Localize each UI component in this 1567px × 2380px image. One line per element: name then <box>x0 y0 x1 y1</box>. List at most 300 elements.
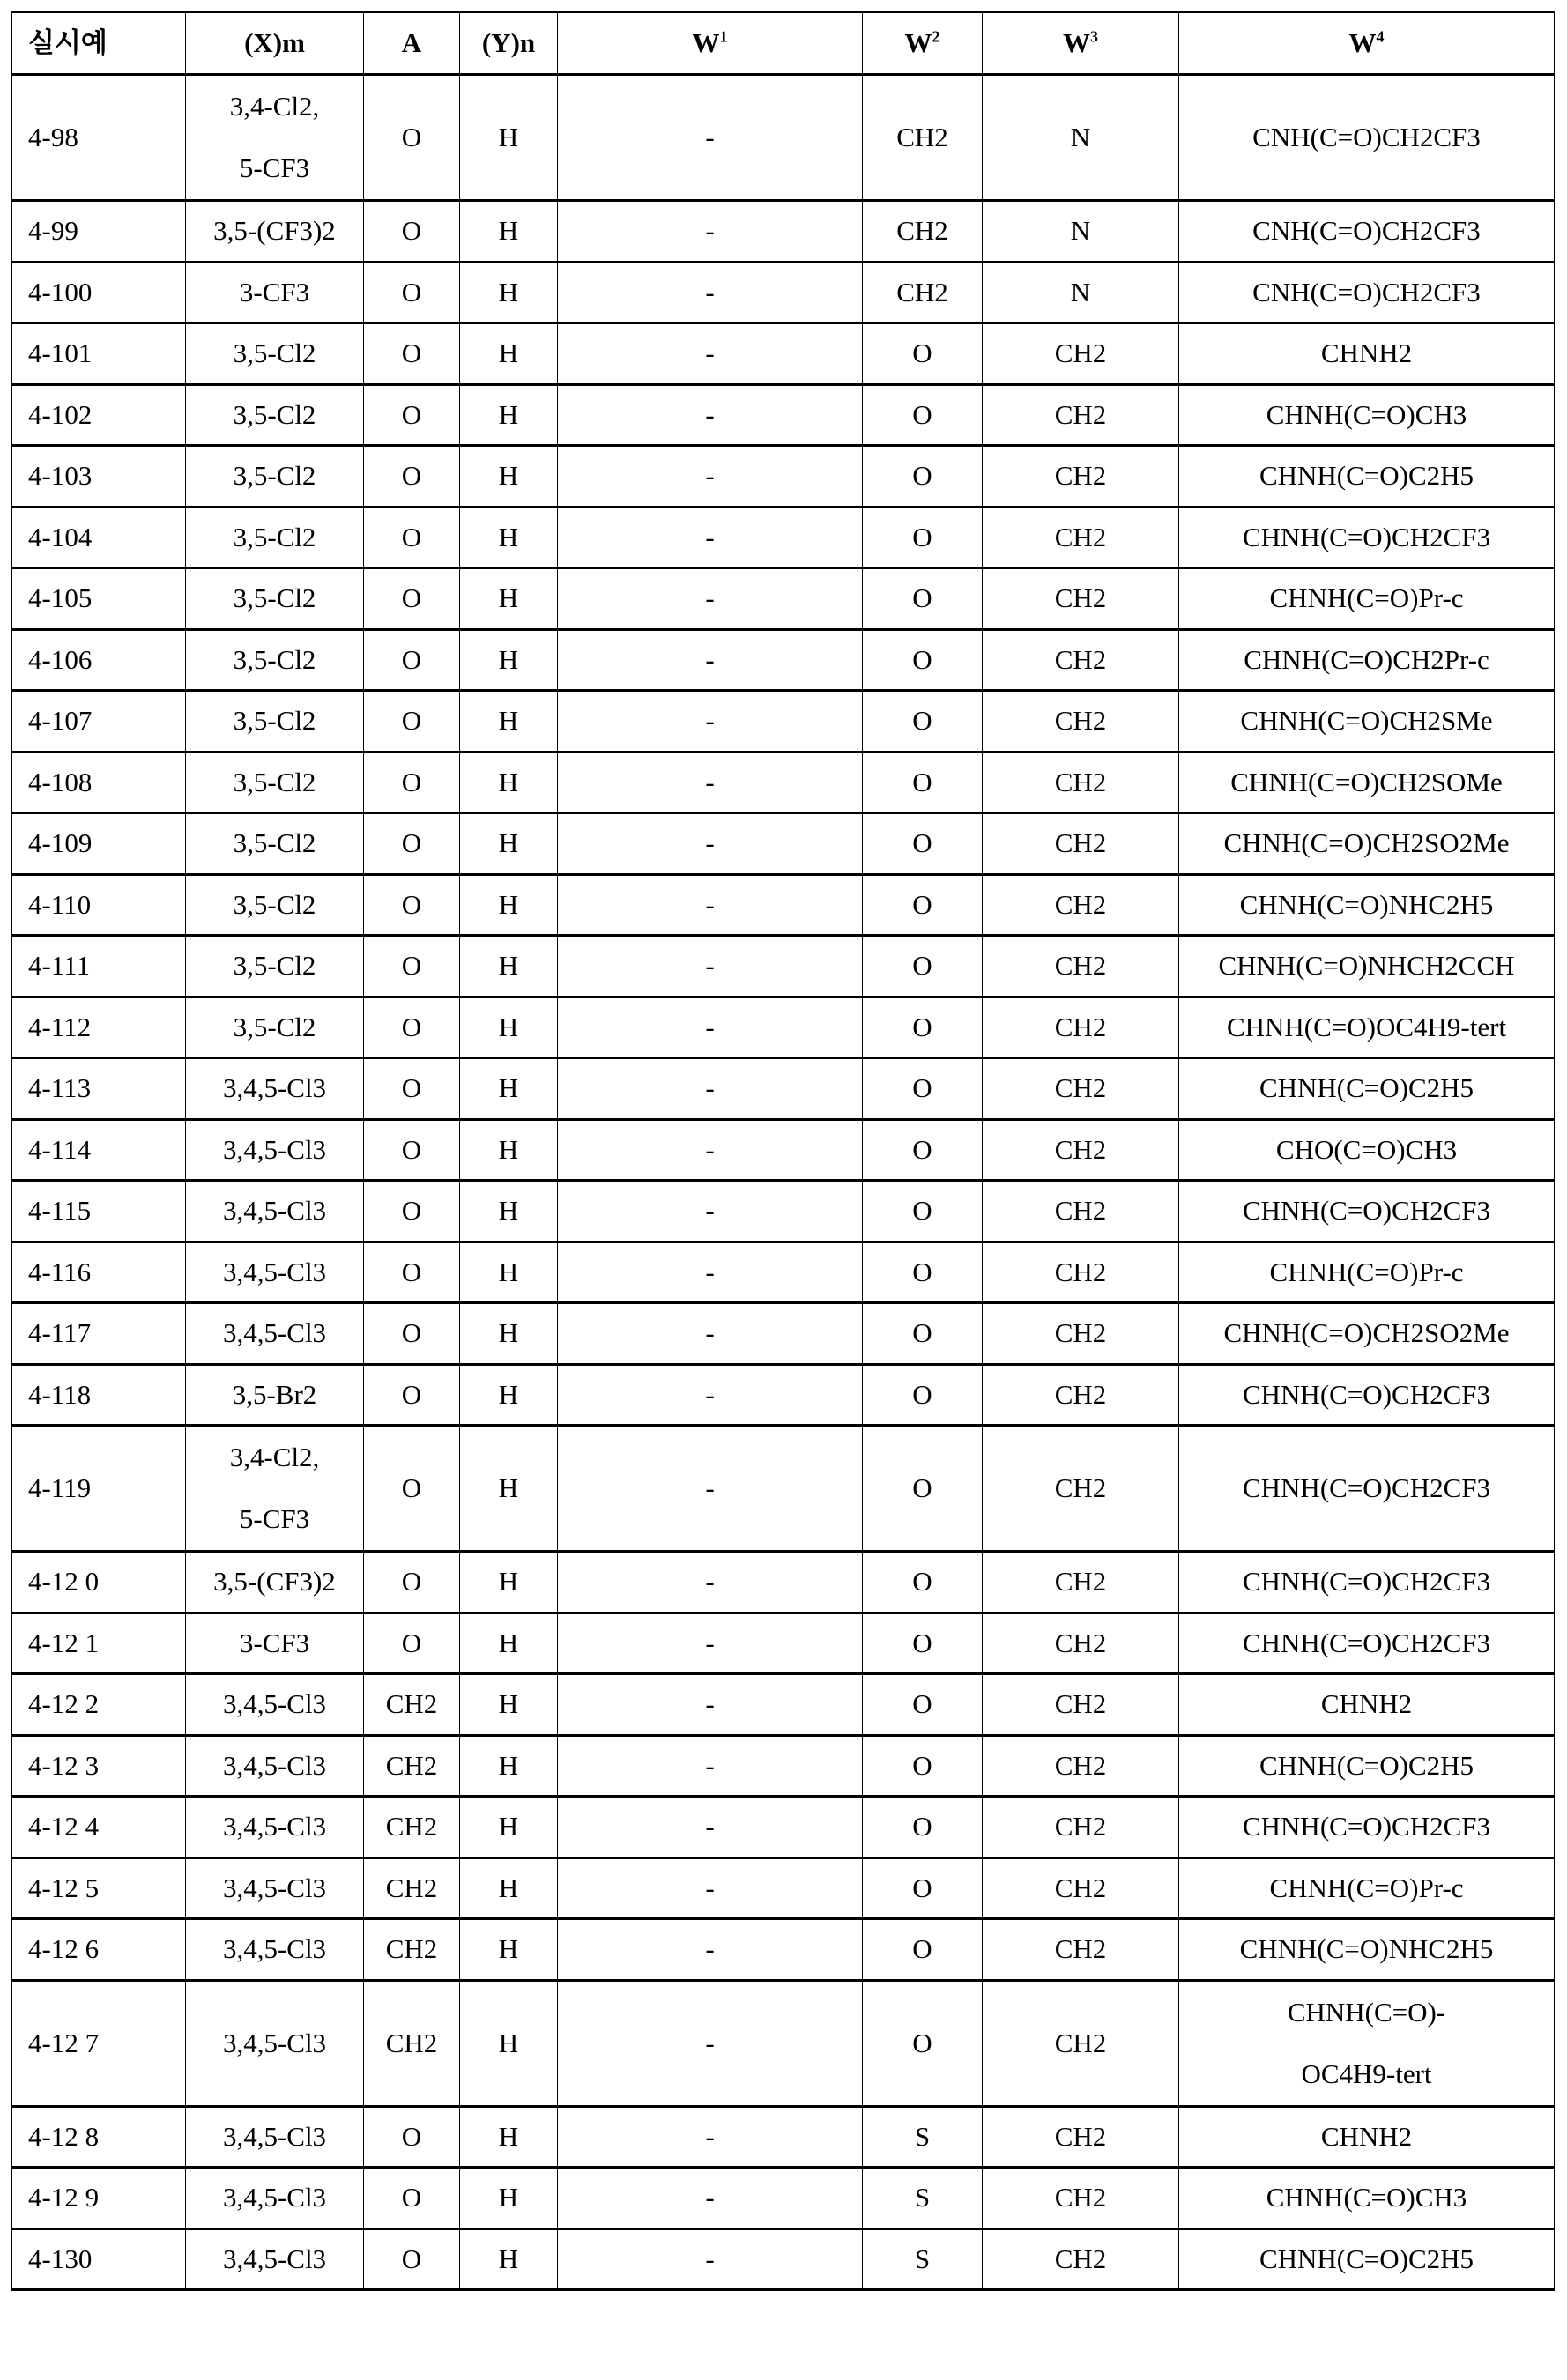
cell-id: 4-109 <box>12 813 186 875</box>
table-row <box>12 936 1555 997</box>
cell-w3: CH2 <box>983 691 1179 753</box>
cell-w4-line: CNH(C=O)CH2CF3 <box>1183 277 1550 308</box>
cell-xm-line: 3,4,5-Cl3 <box>189 1811 360 1842</box>
cell-xm-line: 3,5-Cl2 <box>189 399 360 431</box>
cell-id: 4-12 7 <box>12 1980 186 2106</box>
table-row <box>12 691 1555 753</box>
cell-a: O <box>364 936 460 997</box>
cell-yn: H <box>460 1980 558 2106</box>
cell-w1: - <box>558 1857 863 1919</box>
cell-a: O <box>364 2168 460 2229</box>
cell-id: 4-105 <box>12 568 186 630</box>
cell-a: CH2 <box>364 1735 460 1797</box>
cell-a: O <box>364 1242 460 1303</box>
cell-w4-line: CHNH(C=O)CH2CF3 <box>1183 1627 1550 1659</box>
cell-xm-line: 3,4,5-Cl3 <box>189 1195 360 1227</box>
header-w2 <box>863 12 983 75</box>
header-w1-label: W <box>693 27 720 58</box>
cell-w4 <box>1179 1674 1555 1736</box>
cell-yn: H <box>460 507 558 568</box>
cell-w3: CH2 <box>983 1552 1179 1613</box>
cell-w1: - <box>558 75 863 201</box>
cell-xm-line: 3,5-(CF3)2 <box>189 215 360 247</box>
cell-w2: O <box>863 507 983 568</box>
cell-yn: H <box>460 568 558 630</box>
cell-id: 4-12 9 <box>12 2168 186 2229</box>
cell-a: O <box>364 446 460 508</box>
cell-xm-line: 3,4,5-Cl3 <box>189 1134 360 1166</box>
cell-id: 4-12 4 <box>12 1797 186 1858</box>
cell-w4-line: OC4H9-tert <box>1183 2043 1550 2105</box>
cell-a: O <box>364 1426 460 1552</box>
cell-xm-line: 3,5-(CF3)2 <box>189 1566 360 1598</box>
cell-yn: H <box>460 384 558 446</box>
table-row <box>12 1552 1555 1613</box>
cell-w2: S <box>863 2228 983 2290</box>
cell-w3: CH2 <box>983 813 1179 875</box>
table-row <box>12 1735 1555 1797</box>
cell-a: CH2 <box>364 1674 460 1736</box>
cell-w2: O <box>863 1364 983 1426</box>
table-row <box>12 752 1555 813</box>
cell-xm <box>186 1119 364 1181</box>
cell-w4 <box>1179 2168 1555 2229</box>
cell-w3: CH2 <box>983 1119 1179 1181</box>
cell-a: O <box>364 997 460 1058</box>
cell-w4 <box>1179 201 1555 263</box>
cell-w2: O <box>863 936 983 997</box>
cell-a: O <box>364 752 460 813</box>
cell-a: CH2 <box>364 1797 460 1858</box>
cell-w4-line: CHNH(C=O)OC4H9-tert <box>1183 1012 1550 1043</box>
cell-w2: O <box>863 1242 983 1303</box>
header-w3-sup: 3 <box>1090 28 1098 46</box>
cell-id: 4-12 5 <box>12 1857 186 1919</box>
table-row <box>12 507 1555 568</box>
cell-a: O <box>364 201 460 263</box>
cell-a: O <box>364 629 460 691</box>
cell-id: 4-102 <box>12 384 186 446</box>
cell-w1: - <box>558 1797 863 1858</box>
cell-w1: - <box>558 1058 863 1120</box>
cell-xm <box>186 691 364 753</box>
cell-w4 <box>1179 813 1555 875</box>
cell-w3: CH2 <box>983 568 1179 630</box>
cell-w4 <box>1179 1303 1555 1365</box>
cell-w4-line: CHNH(C=O)C2H5 <box>1183 1750 1550 1782</box>
cell-w3: CH2 <box>983 1797 1179 1858</box>
cell-w4-line: CHO(C=O)CH3 <box>1183 1134 1550 1166</box>
cell-w4 <box>1179 1426 1555 1552</box>
cell-xm-line: 3,5-Br2 <box>189 1379 360 1411</box>
cell-yn: H <box>460 446 558 508</box>
header-a: A <box>364 12 460 75</box>
cell-w2: S <box>863 2106 983 2168</box>
header-w3-label: W <box>1063 27 1090 58</box>
cell-xm <box>186 1674 364 1736</box>
cell-w1: - <box>558 691 863 753</box>
cell-w3: CH2 <box>983 1242 1179 1303</box>
cell-w3: CH2 <box>983 1674 1179 1736</box>
table-row <box>12 1181 1555 1242</box>
cell-xm-line: 3,5-Cl2 <box>189 827 360 859</box>
cell-a: O <box>364 1303 460 1365</box>
cell-xm <box>186 997 364 1058</box>
cell-xm-line: 5-CF3 <box>189 1488 360 1550</box>
cell-w4 <box>1179 568 1555 630</box>
cell-w4-line: CHNH2 <box>1183 2121 1550 2153</box>
cell-w1: - <box>558 1119 863 1181</box>
cell-id: 4-107 <box>12 691 186 753</box>
cell-xm-line: 3,5-Cl2 <box>189 705 360 737</box>
table-row <box>12 2228 1555 2290</box>
cell-w4-line: CNH(C=O)CH2CF3 <box>1183 215 1550 247</box>
cell-xm-line: 3,4,5-Cl3 <box>189 1257 360 1288</box>
cell-w4 <box>1179 629 1555 691</box>
cell-xm <box>186 2168 364 2229</box>
cell-a: O <box>364 1552 460 1613</box>
cell-id: 4-111 <box>12 936 186 997</box>
cell-w1: - <box>558 2228 863 2290</box>
cell-yn: H <box>460 997 558 1058</box>
table-row <box>12 629 1555 691</box>
cell-id: 4-99 <box>12 201 186 263</box>
cell-w4-line: CHNH(C=O)CH2Pr-c <box>1183 644 1550 676</box>
cell-id: 4-117 <box>12 1303 186 1365</box>
header-w2-sup: 2 <box>932 28 940 46</box>
cell-id: 4-98 <box>12 75 186 201</box>
cell-w4 <box>1179 874 1555 936</box>
cell-yn: H <box>460 1857 558 1919</box>
cell-a: O <box>364 813 460 875</box>
cell-w3: CH2 <box>983 1613 1179 1674</box>
cell-xm <box>186 1242 364 1303</box>
cell-w4-line: CHNH(C=O)CH2SOMe <box>1183 767 1550 798</box>
cell-w2: O <box>863 1552 983 1613</box>
cell-a: O <box>364 1058 460 1120</box>
table-row <box>12 1797 1555 1858</box>
cell-w1: - <box>558 997 863 1058</box>
cell-xm <box>186 1919 364 1981</box>
header-w3 <box>983 12 1179 75</box>
cell-w4-line: CHNH(C=O)CH2SMe <box>1183 705 1550 737</box>
cell-yn: H <box>460 2106 558 2168</box>
cell-w4 <box>1179 1613 1555 1674</box>
cell-w2: O <box>863 752 983 813</box>
cell-xm-line: 3,5-Cl2 <box>189 337 360 369</box>
cell-w4-line: CHNH(C=O)CH2SO2Me <box>1183 827 1550 859</box>
cell-w4 <box>1179 1552 1555 1613</box>
cell-xm-line: 3,4-Cl2, <box>189 1427 360 1488</box>
cell-w4-line: CHNH(C=O)NHCH2CCH <box>1183 950 1550 982</box>
cell-w4 <box>1179 936 1555 997</box>
cell-yn: H <box>460 874 558 936</box>
cell-id: 4-115 <box>12 1181 186 1242</box>
cell-xm <box>186 384 364 446</box>
cell-id: 4-12 6 <box>12 1919 186 1981</box>
cell-yn: H <box>460 75 558 201</box>
table-row <box>12 201 1555 263</box>
cell-xm <box>186 507 364 568</box>
cell-w2: O <box>863 446 983 508</box>
cell-w3: CH2 <box>983 1919 1179 1981</box>
header-w2-label: W <box>905 27 932 58</box>
cell-yn: H <box>460 1303 558 1365</box>
header-w4-label: W <box>1349 27 1377 58</box>
cell-w3: CH2 <box>983 1735 1179 1797</box>
cell-a: O <box>364 874 460 936</box>
cell-id: 4-114 <box>12 1119 186 1181</box>
cell-xm-line: 3-CF3 <box>189 277 360 308</box>
cell-w3: CH2 <box>983 384 1179 446</box>
cell-a: O <box>364 1364 460 1426</box>
cell-w1: - <box>558 1919 863 1981</box>
cell-yn: H <box>460 752 558 813</box>
cell-w3: N <box>983 201 1179 263</box>
cell-xm <box>186 813 364 875</box>
cell-w3: CH2 <box>983 2228 1179 2290</box>
cell-a: O <box>364 1119 460 1181</box>
cell-w4 <box>1179 2228 1555 2290</box>
cell-w3: CH2 <box>983 1364 1179 1426</box>
cell-id: 4-110 <box>12 874 186 936</box>
cell-xm <box>186 568 364 630</box>
cell-w4-line: CHNH(C=O)Pr-c <box>1183 1257 1550 1288</box>
cell-xm <box>186 201 364 263</box>
cell-w2: O <box>863 1119 983 1181</box>
cell-w2: O <box>863 813 983 875</box>
cell-w2: O <box>863 323 983 385</box>
cell-w2: O <box>863 1674 983 1736</box>
cell-xm <box>186 1058 364 1120</box>
cell-xm <box>186 1857 364 1919</box>
cell-w2: O <box>863 1857 983 1919</box>
cell-yn: H <box>460 1364 558 1426</box>
cell-w1: - <box>558 507 863 568</box>
cell-a: O <box>364 2106 460 2168</box>
cell-w4-line: CHNH(C=O)Pr-c <box>1183 1872 1550 1904</box>
cell-xm <box>186 446 364 508</box>
cell-id: 4-112 <box>12 997 186 1058</box>
cell-w4-line: CHNH(C=O)CH2CF3 <box>1183 1472 1550 1504</box>
cell-w4 <box>1179 446 1555 508</box>
cell-xm <box>186 2106 364 2168</box>
cell-xm-line: 3,4,5-Cl3 <box>189 1688 360 1720</box>
cell-yn: H <box>460 936 558 997</box>
header-w4-sup: 4 <box>1377 28 1385 46</box>
cell-w4 <box>1179 1242 1555 1303</box>
table-row <box>12 1242 1555 1303</box>
cell-w1: - <box>558 1552 863 1613</box>
cell-xm-line: 3,5-Cl2 <box>189 767 360 798</box>
cell-xm <box>186 1797 364 1858</box>
cell-w1: - <box>558 384 863 446</box>
cell-w4-line: CHNH(C=O)CH3 <box>1183 399 1550 431</box>
cell-w3: CH2 <box>983 1058 1179 1120</box>
cell-xm <box>186 936 364 997</box>
cell-xm-line: 3,4,5-Cl3 <box>189 1872 360 1904</box>
cell-w2: O <box>863 629 983 691</box>
cell-a: O <box>364 568 460 630</box>
cell-w4-line: CHNH(C=O)CH2CF3 <box>1183 1195 1550 1227</box>
cell-w3: N <box>983 75 1179 201</box>
table-row <box>12 1980 1555 2106</box>
cell-w2: O <box>863 1919 983 1981</box>
cell-w3: CH2 <box>983 507 1179 568</box>
cell-w4 <box>1179 1058 1555 1120</box>
table-row <box>12 1857 1555 1919</box>
cell-w3: CH2 <box>983 2168 1179 2229</box>
cell-w2: O <box>863 1426 983 1552</box>
cell-w1: - <box>558 1735 863 1797</box>
cell-w3: CH2 <box>983 1857 1179 1919</box>
compound-table <box>11 11 1555 2291</box>
cell-xm-line: 3,5-Cl2 <box>189 1012 360 1043</box>
cell-xm-line: 3,5-Cl2 <box>189 950 360 982</box>
cell-yn: H <box>460 1797 558 1858</box>
table-row <box>12 1303 1555 1365</box>
cell-w1: - <box>558 446 863 508</box>
cell-yn: H <box>460 813 558 875</box>
cell-w1: - <box>558 874 863 936</box>
cell-w3: N <box>983 262 1179 323</box>
header-w4 <box>1179 12 1555 75</box>
cell-yn: H <box>460 1919 558 1981</box>
cell-xm <box>186 75 364 201</box>
table-row <box>12 2168 1555 2229</box>
table-row <box>12 323 1555 385</box>
cell-yn: H <box>460 1119 558 1181</box>
cell-w1: - <box>558 1980 863 2106</box>
cell-xm-line: 3,5-Cl2 <box>189 522 360 553</box>
cell-xm-line: 3,4,5-Cl3 <box>189 2028 360 2059</box>
cell-yn: H <box>460 1242 558 1303</box>
cell-a: O <box>364 1181 460 1242</box>
cell-yn: H <box>460 1613 558 1674</box>
cell-yn: H <box>460 323 558 385</box>
cell-yn: H <box>460 1058 558 1120</box>
cell-xm-line: 3,4,5-Cl3 <box>189 1933 360 1965</box>
cell-w4-line: CNH(C=O)CH2CF3 <box>1183 122 1550 153</box>
table-row <box>12 997 1555 1058</box>
cell-w4-line: CHNH(C=O)- <box>1183 1982 1550 2043</box>
cell-w2: CH2 <box>863 262 983 323</box>
cell-yn: H <box>460 1552 558 1613</box>
cell-w2: O <box>863 1613 983 1674</box>
header-w1 <box>558 12 863 75</box>
cell-xm <box>186 1735 364 1797</box>
cell-w4 <box>1179 262 1555 323</box>
cell-id: 4-12 1 <box>12 1613 186 1674</box>
cell-id: 4-113 <box>12 1058 186 1120</box>
cell-id: 4-12 3 <box>12 1735 186 1797</box>
cell-w2: O <box>863 384 983 446</box>
cell-xm-line: 3-CF3 <box>189 1627 360 1659</box>
cell-id: 4-106 <box>12 629 186 691</box>
cell-w1: - <box>558 323 863 385</box>
table-row <box>12 1426 1555 1552</box>
table-row <box>12 813 1555 875</box>
cell-xm <box>186 1980 364 2106</box>
table-row <box>12 1613 1555 1674</box>
cell-xm-line: 3,4,5-Cl3 <box>189 1750 360 1782</box>
cell-xm-line: 3,5-Cl2 <box>189 582 360 614</box>
cell-xm <box>186 874 364 936</box>
cell-w2: CH2 <box>863 201 983 263</box>
cell-w1: - <box>558 1674 863 1736</box>
cell-id: 4-12 2 <box>12 1674 186 1736</box>
cell-id: 4-116 <box>12 1242 186 1303</box>
cell-id: 4-119 <box>12 1426 186 1552</box>
cell-w1: - <box>558 813 863 875</box>
cell-w4-line: CHNH(C=O)CH2CF3 <box>1183 1566 1550 1598</box>
cell-w2: O <box>863 1797 983 1858</box>
cell-w1: - <box>558 568 863 630</box>
cell-w1: - <box>558 1613 863 1674</box>
cell-a: CH2 <box>364 1980 460 2106</box>
cell-xm-line: 3,5-Cl2 <box>189 460 360 492</box>
cell-w3: CH2 <box>983 874 1179 936</box>
header-yn: (Y)n <box>460 12 558 75</box>
cell-w4-line: CHNH(C=O)Pr-c <box>1183 582 1550 614</box>
cell-w4 <box>1179 1980 1555 2106</box>
cell-w3: CH2 <box>983 323 1179 385</box>
header-row <box>12 12 1555 75</box>
cell-w4 <box>1179 384 1555 446</box>
cell-w4 <box>1179 1364 1555 1426</box>
cell-w4-line: CHNH(C=O)CH2CF3 <box>1183 1379 1550 1411</box>
cell-yn: H <box>460 1181 558 1242</box>
cell-w1: - <box>558 936 863 997</box>
table-row <box>12 262 1555 323</box>
cell-w3: CH2 <box>983 1181 1179 1242</box>
cell-id: 4-101 <box>12 323 186 385</box>
cell-a: O <box>364 75 460 201</box>
cell-w1: - <box>558 2168 863 2229</box>
cell-w4 <box>1179 507 1555 568</box>
cell-xm-line: 3,4,5-Cl3 <box>189 1072 360 1104</box>
cell-w4-line: CHNH(C=O)C2H5 <box>1183 460 1550 492</box>
cell-w1: - <box>558 752 863 813</box>
cell-xm-line: 3,5-Cl2 <box>189 644 360 676</box>
cell-w4-line: CHNH(C=O)C2H5 <box>1183 2243 1550 2275</box>
cell-id: 4-130 <box>12 2228 186 2290</box>
cell-xm <box>186 262 364 323</box>
cell-w1: - <box>558 1426 863 1552</box>
cell-w2: O <box>863 691 983 753</box>
cell-a: O <box>364 384 460 446</box>
cell-w3: CH2 <box>983 752 1179 813</box>
cell-w4 <box>1179 1119 1555 1181</box>
cell-w2: O <box>863 568 983 630</box>
cell-a: O <box>364 507 460 568</box>
cell-xm <box>186 1552 364 1613</box>
cell-yn: H <box>460 2168 558 2229</box>
table-row <box>12 1364 1555 1426</box>
cell-w1: - <box>558 1364 863 1426</box>
cell-w4 <box>1179 691 1555 753</box>
cell-w2: CH2 <box>863 75 983 201</box>
cell-w4 <box>1179 752 1555 813</box>
cell-yn: H <box>460 629 558 691</box>
cell-a: CH2 <box>364 1919 460 1981</box>
table-row <box>12 874 1555 936</box>
table-row <box>12 1119 1555 1181</box>
cell-yn: H <box>460 1674 558 1736</box>
cell-xm <box>186 1364 364 1426</box>
cell-id: 4-103 <box>12 446 186 508</box>
cell-w3: CH2 <box>983 1426 1179 1552</box>
